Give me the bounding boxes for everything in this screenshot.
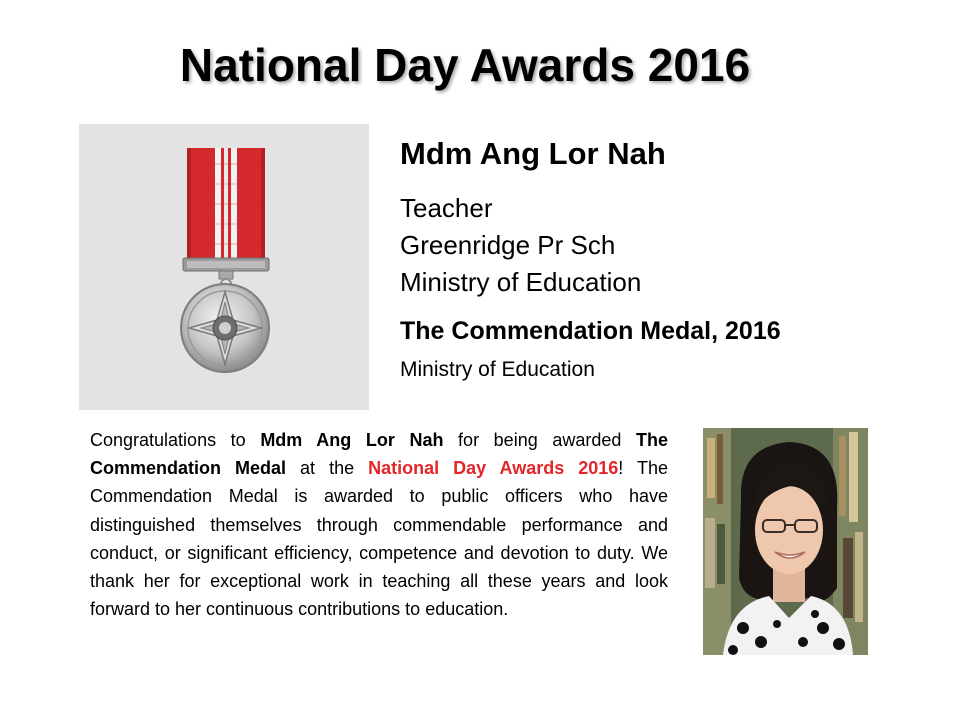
recipient-ministry: Ministry of Education [400,267,642,297]
recipient-school: Greenridge Pr Sch [400,230,616,260]
recipient-designation: Teacher [400,193,493,223]
award-organisation: Ministry of Education [400,358,595,381]
citation-medal-name: The Commendation Medal [90,430,668,479]
medal-image [79,124,369,410]
citation-rest: ! The Commendation Medal is awarded to public officers who have distinguished themselves through commendable performance and conduct, or significant efficiency, competence and devotion to duty. We thank her for exceptional work in teaching all these years and look forward to her continuous contributions to education. [90,458,668,620]
recipient-name: Mdm Ang Lor Nah [400,136,666,171]
award-name: The Commendation Medal, 2016 [400,317,781,345]
recipient-portrait [703,428,868,655]
citation-recipient-name: Mdm Ang Lor Nah [260,430,444,450]
citation-paragraph [90,426,668,623]
citation-event-name: National Day Awards 2016 [368,458,619,479]
recipient-info [400,136,920,382]
citation-intro: Congratulations to [90,430,261,450]
portrait-icon [703,428,868,655]
citation-mid1: for being awarded [443,430,636,450]
citation-mid2: at the [286,458,369,479]
slide-title: National Day Awards 2016 [179,39,751,91]
medal-icon [79,124,369,410]
